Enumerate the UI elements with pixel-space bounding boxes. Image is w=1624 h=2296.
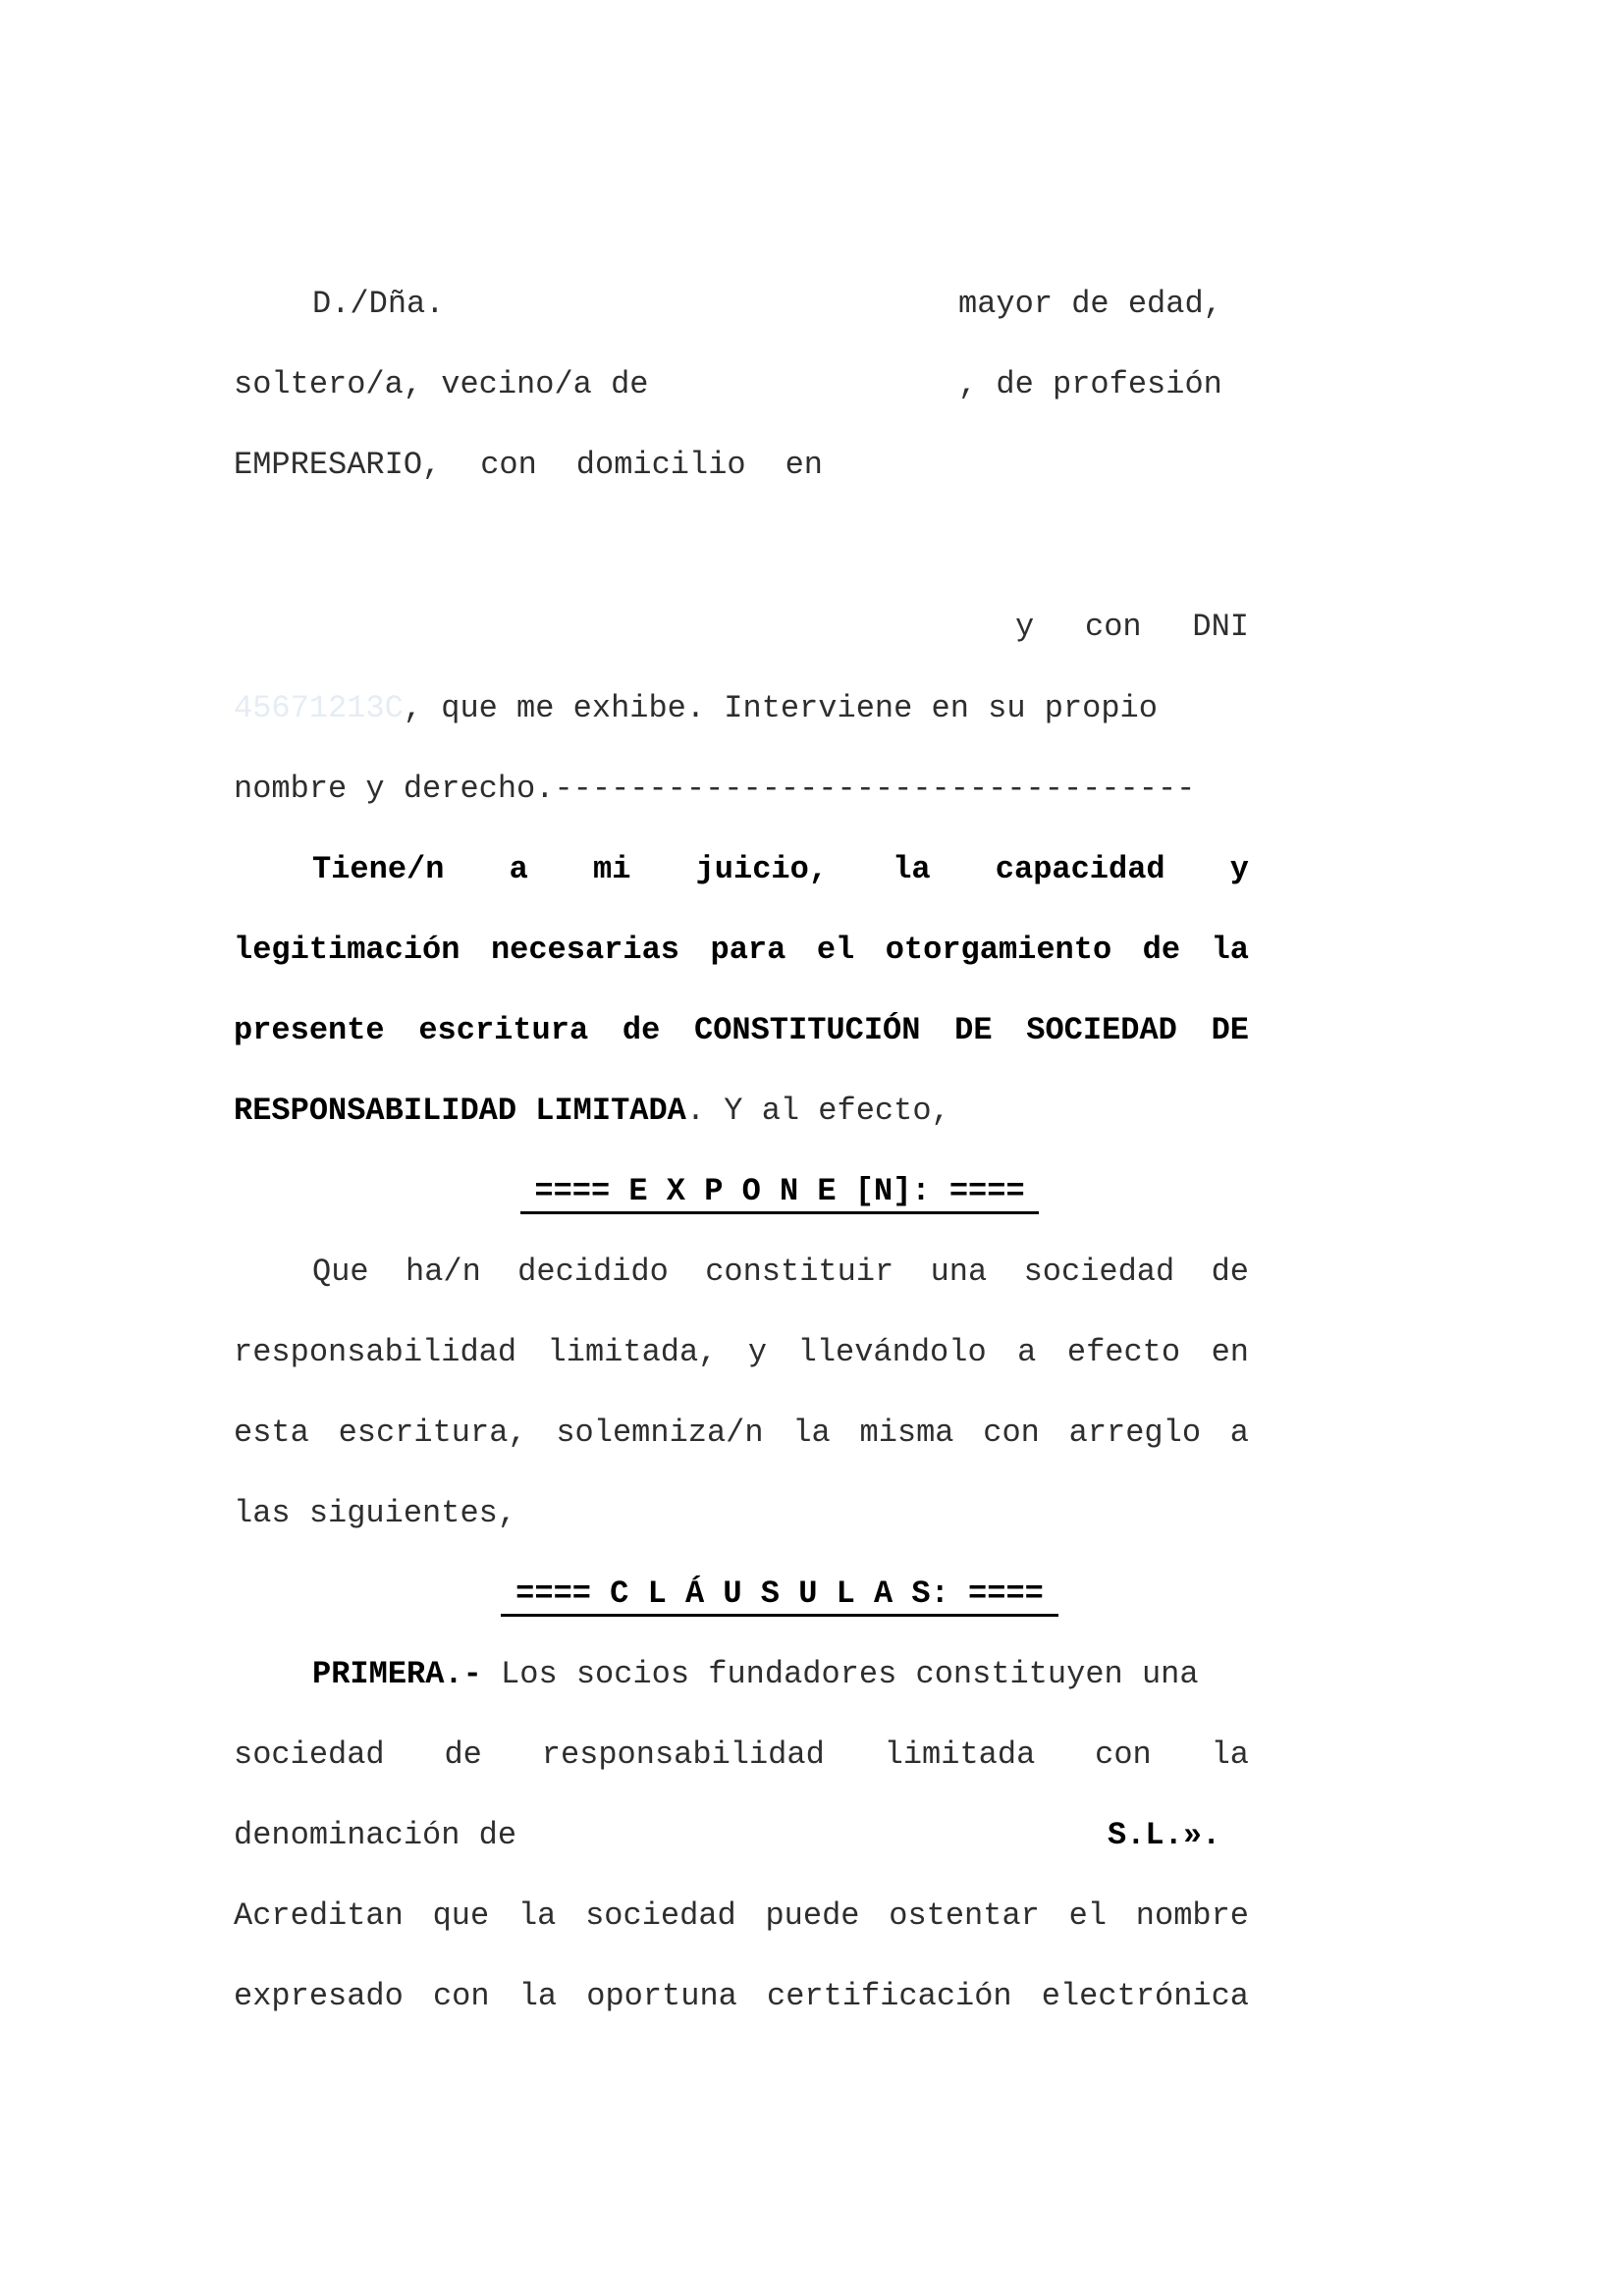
section-heading-expone: ==== E X P O N E [N]: ====	[520, 1172, 1039, 1214]
text-line: soltero/a, vecino/a de	[234, 366, 649, 402]
text-span: . Y al efecto,	[685, 1093, 950, 1129]
text-line: denominación de	[234, 1817, 517, 1853]
text-line: legitimación necesarias para el otorgamiento de la	[234, 932, 1249, 968]
text-line: sociedad de responsabilidad limitada con la	[234, 1736, 1249, 1773]
redacted-id: 45671213C	[234, 690, 404, 726]
text-span-bold: RESPONSABILIDAD LIMITADA	[234, 1093, 686, 1129]
text-line: expresado con la oportuna certificación electrónica	[234, 1978, 1249, 2014]
text-line: EMPRESARIO, con domicilio en	[234, 447, 823, 483]
text-line: presente escritura de CONSTITUCIÓN DE SOCIEDAD DE	[234, 1012, 1249, 1048]
text-span: , que me exhibe. Interviene en su propio	[403, 690, 1158, 726]
text-line	[312, 1655, 1199, 1694]
text-span: Los socios fundadores constituyen una	[481, 1656, 1199, 1692]
text-line: Acreditan que la sociedad puede ostentar el nombre	[234, 1897, 1249, 1934]
text-line: , de profesión	[958, 366, 1222, 402]
text-line: esta escritura, solemniza/n la misma con arreglo a	[234, 1415, 1249, 1451]
text-line	[234, 1092, 950, 1131]
text-line: las siguientes,	[234, 1495, 517, 1531]
text-line: nombre y derecho.----------------------------------	[234, 771, 1196, 807]
text-line	[234, 689, 1158, 728]
text-line: responsabilidad limitada, y llevándolo a efecto en	[234, 1334, 1249, 1370]
text-line: Tiene/n a mi juicio, la capacidad y	[312, 851, 1249, 887]
text-line: D./Dña.	[312, 286, 445, 322]
text-line: y con DNI	[1015, 609, 1249, 645]
text-line: Que ha/n decidido constituir una sociedad de	[312, 1254, 1249, 1290]
text-line: mayor de edad,	[958, 286, 1222, 322]
section-heading-clausulas: ==== C L Á U S U L A S: ====	[501, 1575, 1058, 1617]
clause-label: PRIMERA.-	[312, 1656, 482, 1692]
text-line: S.L.».	[1108, 1817, 1221, 1853]
